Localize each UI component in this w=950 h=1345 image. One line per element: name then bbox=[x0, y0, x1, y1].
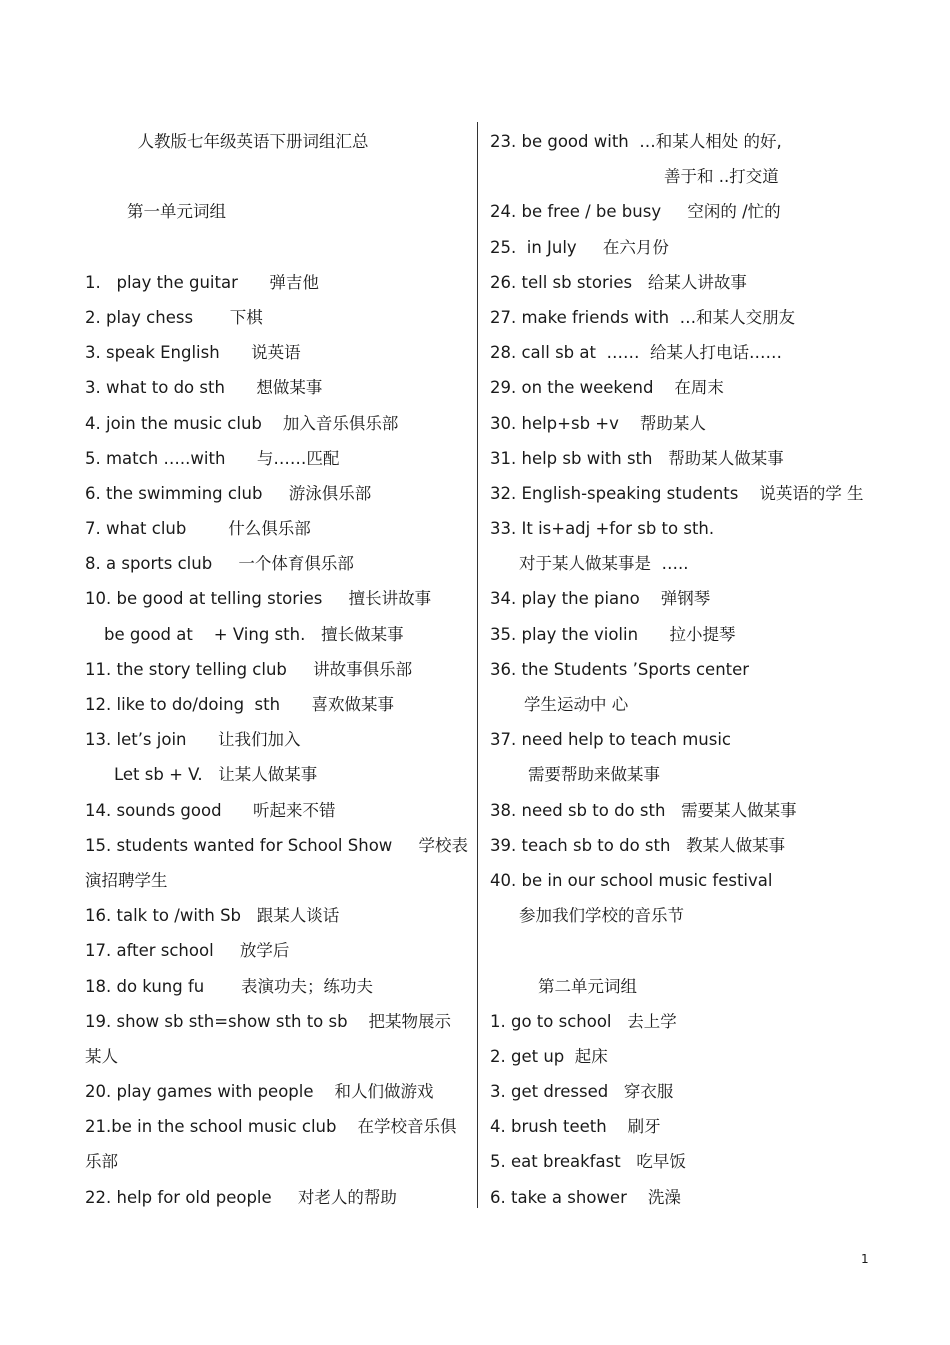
line-text: be good at + Ving sth. 擅长做某事 bbox=[104, 624, 404, 644]
text-line bbox=[85, 335, 465, 370]
line-text: 4. join the music club 加入音乐俱乐部 bbox=[85, 413, 399, 433]
text-line bbox=[85, 441, 465, 476]
line-text: 22. help for old people 对老人的帮助 bbox=[85, 1187, 397, 1207]
line-text: 24. be free / be busy 空闲的 /忙的 bbox=[490, 202, 781, 222]
text-line bbox=[490, 863, 880, 898]
line-text: 3. what to do sth 想做某事 bbox=[85, 378, 323, 398]
line-text: 25. in July 在六月份 bbox=[490, 237, 669, 257]
line-text: 10. be good at telling stories 擅长讲故事 bbox=[85, 589, 432, 609]
text-line bbox=[490, 511, 880, 546]
text-line bbox=[490, 300, 880, 335]
column-divider bbox=[477, 122, 478, 1208]
line-text: 20. play games with people 和人们做游戏 bbox=[85, 1082, 434, 1102]
line-text: 6. the swimming club 游泳俱乐部 bbox=[85, 483, 372, 503]
text-line bbox=[85, 1039, 465, 1074]
line-text: 1. go to school 去上学 bbox=[490, 1011, 677, 1031]
line-text: 12. like to do/doing sth 喜欢做某事 bbox=[85, 695, 395, 714]
text-line bbox=[85, 933, 465, 968]
text-line bbox=[490, 476, 880, 511]
text-line bbox=[85, 757, 465, 792]
text-line bbox=[490, 194, 880, 229]
line-text: 17. after school 放学后 bbox=[85, 941, 290, 961]
text-line bbox=[490, 933, 880, 968]
line-text: 40. be in our school music festival bbox=[490, 870, 773, 890]
text-line bbox=[85, 969, 465, 1004]
line-text: 29. on the weekend 在周末 bbox=[490, 378, 724, 398]
text-line bbox=[85, 265, 465, 300]
line-text: 1. play the guitar 弹吉他 bbox=[85, 272, 319, 292]
line-text: 36. the Students ’Sports center bbox=[490, 659, 750, 679]
line-text: 对于某人做某事是 ….. bbox=[519, 554, 689, 574]
line-text: 21.be in the school music club 在学校音乐俱 bbox=[85, 1117, 457, 1137]
text-line bbox=[85, 828, 469, 863]
line-text: 13. let’s join 让我们加入 bbox=[85, 730, 301, 750]
line-text: 23. be good with …和某人相处 的好, bbox=[490, 132, 782, 151]
text-line bbox=[85, 1109, 465, 1144]
text-line bbox=[490, 1109, 880, 1144]
text-line bbox=[85, 793, 465, 828]
text-line bbox=[490, 1039, 880, 1074]
page-number: 1 bbox=[861, 1252, 869, 1266]
line-text: 35. play the violin 拉小提琴 bbox=[490, 624, 736, 644]
line-text: 学生运动中 心 bbox=[524, 695, 629, 714]
text-line bbox=[490, 581, 880, 616]
text-line bbox=[85, 617, 465, 652]
line-text: 乐部 bbox=[85, 1152, 118, 1172]
line-text: 19. show sb sth=show sth to sb 把某物展示 bbox=[85, 1011, 452, 1031]
text-line bbox=[85, 1144, 465, 1179]
text-line bbox=[490, 230, 880, 265]
line-text: 34. play the piano 弹钢琴 bbox=[490, 589, 711, 609]
right-column bbox=[490, 124, 880, 1215]
line-text: 6. take a shower 洗澡 bbox=[490, 1187, 681, 1207]
line-text: 5. eat breakfast 吃早饭 bbox=[490, 1152, 686, 1172]
text-line bbox=[490, 828, 880, 863]
text-line bbox=[490, 687, 880, 722]
text-line bbox=[490, 335, 880, 370]
line-text: 2. play chess 下棋 bbox=[85, 307, 263, 327]
line-text: 37. need help to teach music bbox=[490, 730, 731, 750]
text-line bbox=[490, 546, 880, 581]
text-line bbox=[490, 265, 880, 300]
text-line bbox=[85, 546, 465, 581]
line-text: 39. teach sb to do sth 教某人做某事 bbox=[490, 835, 786, 855]
text-line bbox=[85, 230, 465, 265]
text-line bbox=[85, 1074, 465, 1109]
line-text: 7. what club 什么俱乐部 bbox=[85, 519, 311, 539]
line-text: 18. do kung fu 表演功夫；练功夫 bbox=[85, 976, 373, 996]
line-text: 参加我们学校的音乐节 bbox=[519, 906, 684, 926]
text-line bbox=[490, 757, 880, 792]
line-text: 11. the story telling club 讲故事俱乐部 bbox=[85, 659, 413, 679]
text-line bbox=[490, 441, 880, 476]
text-line bbox=[490, 898, 880, 933]
line-text: 3. speak English 说英语 bbox=[85, 343, 301, 363]
line-text: 16. talk to /with Sb 跟某人谈话 bbox=[85, 906, 340, 926]
line-text: 32. English-speaking students 说英语的学 生 bbox=[490, 483, 864, 503]
text-line bbox=[490, 370, 880, 405]
text-line bbox=[85, 370, 465, 405]
text-line bbox=[85, 476, 465, 511]
line-text: 善于和 ..打交道 bbox=[664, 167, 779, 187]
text-line bbox=[490, 1004, 880, 1039]
text-line bbox=[490, 1074, 880, 1109]
line-text: 某人 bbox=[85, 1046, 118, 1066]
text-line bbox=[85, 1004, 465, 1039]
text-line bbox=[490, 617, 880, 652]
line-text: 15. students wanted for School Show 学校表 bbox=[85, 835, 469, 855]
line-text: 需要帮助来做某事 bbox=[528, 765, 660, 785]
line-text: 8. a sports club 一个体育俱乐部 bbox=[85, 554, 354, 574]
text-line bbox=[490, 969, 880, 1004]
text-line bbox=[85, 898, 465, 933]
text-line bbox=[85, 863, 465, 898]
line-text: 38. need sb to do sth 需要某人做某事 bbox=[490, 800, 797, 820]
line-text: 14. sounds good 听起来不错 bbox=[85, 800, 336, 820]
line-text: 4. brush teeth 刷牙 bbox=[490, 1117, 661, 1137]
text-line bbox=[490, 1180, 880, 1215]
left-column bbox=[85, 124, 469, 1215]
text-line bbox=[490, 793, 880, 828]
line-text: 30. help+sb +v 帮助某人 bbox=[490, 413, 706, 433]
text-line bbox=[85, 406, 465, 441]
text-line bbox=[490, 722, 880, 757]
text-line bbox=[490, 159, 880, 194]
line-text: 第二单元词组 bbox=[538, 976, 637, 996]
line-text: Let sb + V. 让某人做某事 bbox=[114, 765, 318, 785]
line-text: 5. match …..with 与……匹配 bbox=[85, 448, 340, 468]
text-line bbox=[490, 1144, 880, 1179]
line-text: 人教版七年级英语下册词组汇总 bbox=[85, 132, 369, 151]
text-line bbox=[85, 1180, 465, 1215]
text-line bbox=[85, 511, 465, 546]
text-line bbox=[85, 722, 465, 757]
text-line bbox=[85, 194, 465, 229]
text-line bbox=[85, 687, 465, 722]
text-line bbox=[490, 406, 880, 441]
text-line bbox=[490, 124, 880, 159]
line-text: 26. tell sb stories 给某人讲故事 bbox=[490, 272, 747, 292]
text-line bbox=[85, 124, 465, 159]
text-line bbox=[85, 159, 465, 194]
line-text: 27. make friends with …和某人交朋友 bbox=[490, 307, 796, 327]
line-text: 演招聘学生 bbox=[85, 870, 168, 890]
text-line bbox=[85, 581, 465, 616]
line-text: 2. get up 起床 bbox=[490, 1046, 608, 1066]
line-text: 31. help sb with sth 帮助某人做某事 bbox=[490, 448, 784, 468]
line-text: 28. call sb at …… 给某人打电话…… bbox=[490, 343, 782, 363]
line-text: 第一单元词组 bbox=[85, 202, 226, 222]
text-line bbox=[85, 300, 465, 335]
line-text: 33. It is+adj +for sb to sth. bbox=[490, 519, 715, 539]
line-text: 3. get dressed 穿衣服 bbox=[490, 1082, 674, 1102]
text-line bbox=[85, 652, 465, 687]
text-line bbox=[490, 652, 880, 687]
